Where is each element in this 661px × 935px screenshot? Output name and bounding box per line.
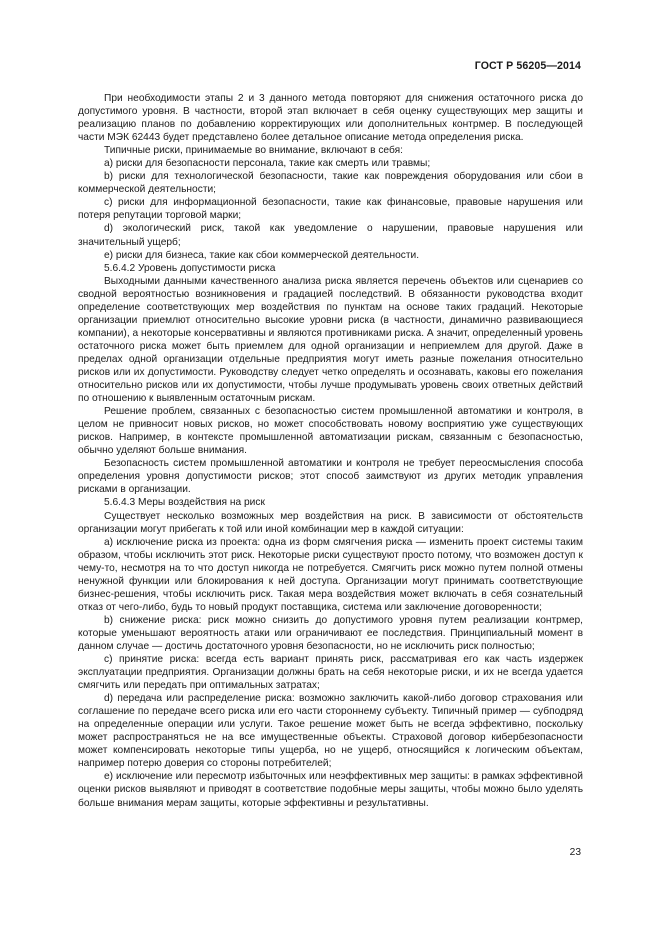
list-item: с) риски для информационной безопасности, такие как финансовые, правовые нарушения или потеря репутации торговой марки; (78, 197, 583, 222)
document-code-header: ГОСТ Р 56205—2014 (474, 60, 581, 72)
list-item: а) риски для безопасности персонала, такие как смерть или травмы; (104, 158, 431, 170)
paragraph: Типичные риски, принимаемые во внимание, включают в себя: (104, 145, 403, 157)
section-heading: 5.6.4.2 Уровень допустимости риска (104, 262, 276, 274)
list-item: b) риски для технологической безопасности, такие как повреждения оборудования или сбои в коммерческой деятельности; (78, 171, 583, 196)
list-item: а) исключение риска из проекта: одна из форм смягчения риска — изменить проект системы таким образом, чтобы исключить этот риск. Некоторые риски существуют просто потому, что возможен доступ к чему-то, несмотря на то что доступ никогда не потребуется. Смягчить риск можно путем полной отмены ненужной функции или блокирования к ней доступа. Организации могут принимать соответствующие бизнес-решения, чтобы исключить риск. Такая мера воздействия может включать в себя сознательный отказ от чего-либо, будь то новый продукт поставщика, система или заключение договоренности; (78, 536, 583, 613)
page-number: 23 (569, 847, 581, 858)
paragraph: Выходными данными качественного анализа риска является перечень объектов или сценариев со сводной вероятностью возникновения и градацией последствий. В обязанности руководства входит определение соответствующих мер воздействия по пунктам на основе таких градаций. Некоторые организации приемлют относительно высокие уровни риска (в частности, динамично развивающиеся компании), а некоторые консервативны и являются противниками риска. А значит, определенный уровень остаточного риска может быть приемлем для одной организации и неприемлем для другой. Даже в пределах одной организации отдельные предприятия могут иметь разные пожелания относительно рисков или их допустимости. Руководству следует четко определять и осознавать, каковы его пожелания относительно рисков или их допустимости, чтобы лучше продумывать уровень своих ответных действий по отношению к выявленным остаточным рискам. (78, 275, 583, 405)
paragraph: При необходимости этапы 2 и 3 данного метода повторяют для снижения остаточного риска до допустимого уровня. В частности, второй этап включает в себя оценку существующих мер защиты и реализацию планов по добавлению корректирующих или дополнительных контрмер. В последующей части МЭК 62443 будет представлено более детальное описание метода определения риска. (78, 93, 583, 144)
list-item: с) принятие риска: всегда есть вариант принять риск, рассматривая его как часть издержек эксплуатации предприятия. Организации должны брать на себя некоторые риски, и их не всегда удается смягчить или передать при оптимальных затратах; (78, 654, 583, 692)
list-item: е) риски для бизнеса, такие как сбои коммерческой деятельности. (104, 249, 420, 261)
paragraph: Решение проблем, связанных с безопасностью систем промышленной автоматики и контроля, в целом не привносит новых рисков, но может способствовать новому восприятию уже существующих рисков. Например, в контексте промышленной автоматизации рискам, связанным с безопасностью, обычно уделяют больше внимания. (78, 406, 583, 457)
list-item: е) исключение или пересмотр избыточных или неэффективных мер защиты: в рамках эффективной оценки рисков выявляют и приводят в соответствие подобные меры защиты, чтобы можно было уделять больше внимания мерам защиты, которые эффективны и результативны. (78, 771, 583, 809)
list-item: b) снижение риска: риск можно снизить до допустимого уровня путем реализации контрмер, которые уменьшают вероятность атаки или ограничивают ее последствия. Принципиальный момент в данном случае — достичь достаточного уровня безопасности, но не исключить риск полностью; (78, 614, 583, 652)
list-item: d) экологический риск, такой как уведомление о нарушении, правовые нарушения или значительный ущерб; (78, 223, 583, 248)
section-heading: 5.6.4.3 Меры воздействия на риск (104, 497, 265, 509)
paragraph: Существует несколько возможных мер воздействия на риск. В зависимости от обстоятельств организации могут прибегать к той или иной комбинации мер в каждой ситуации: (78, 510, 583, 535)
body-text (78, 92, 583, 810)
paragraph: Безопасность систем промышленной автоматики и контроля не требует переосмысления способа определения уровня допустимости рисков; этот способ заимствуют из других методик управления рисками в организации. (78, 458, 583, 496)
list-item: d) передача или распределение риска: возможно заключить какой-либо договор страхования или соглашение по передаче всего риска или его части стороннему субъекту. Типичный пример — субподряд на определенные операции или услуги. Такое решение может быть не всегда эффективно, поскольку может распространяться не на все имущественные объекты. Страховой договор кибербезопасности может компенсировать некоторые типы ущерба, но не ущерб, относящийся к логическим объектам, например потерю доверия со стороны потребителей; (78, 693, 583, 770)
